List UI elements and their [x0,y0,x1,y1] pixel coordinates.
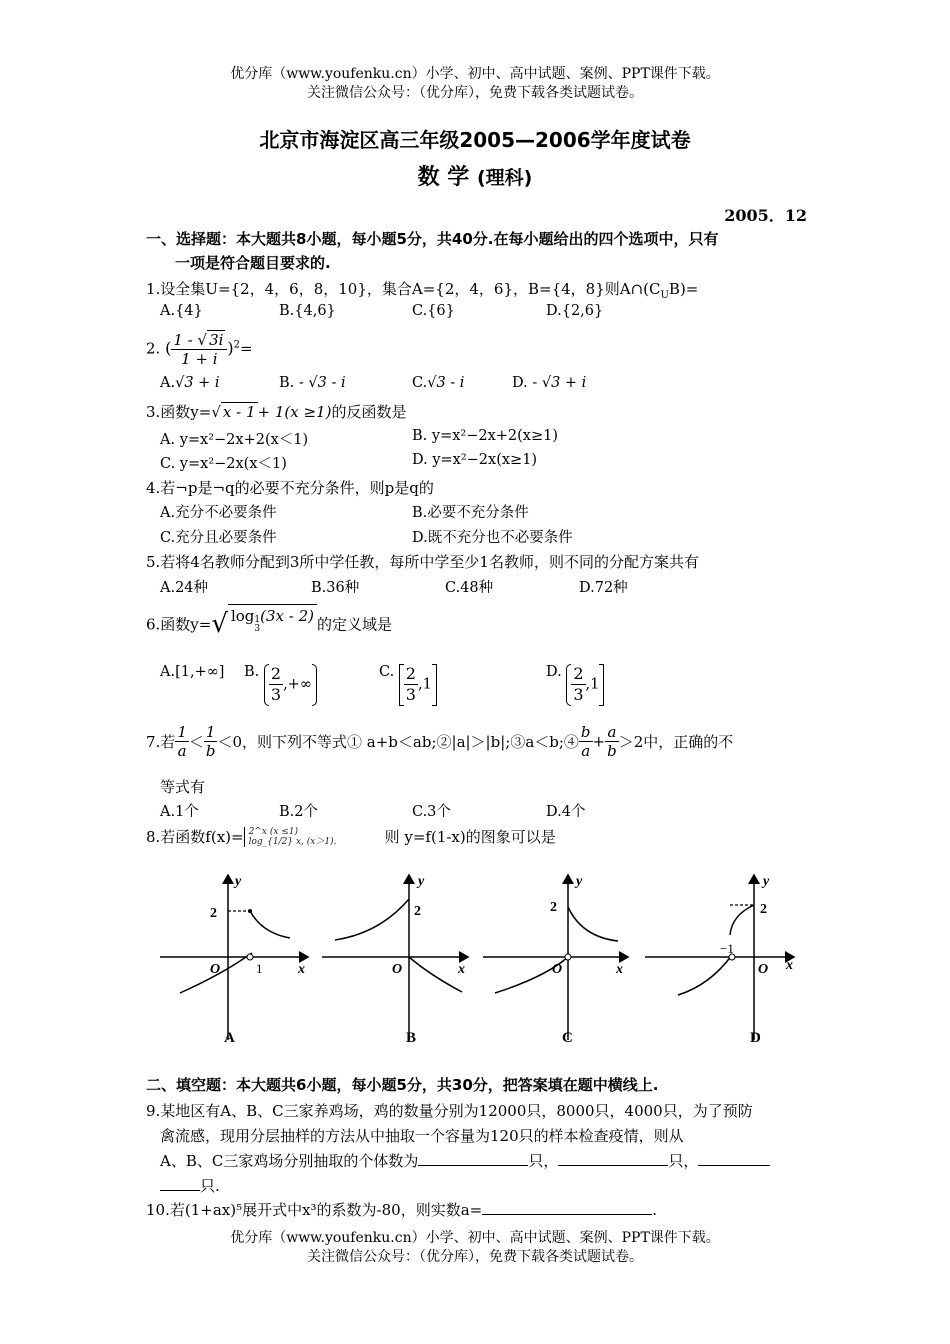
q2-b-value: 3 - i [317,375,346,391]
q2-d-value: 3 + i [551,375,587,391]
q6-d-tail: ,1 [585,676,600,693]
q7-f4-den: b [607,742,617,760]
section1-heading-line2: 一项是符合题目要求的. [175,254,331,272]
graph-a-open-point [247,954,253,960]
q7-mid: ＜0，则下列不等式① a+b＜ab;②|a|＞|b|;③a＜b;④ [217,733,579,751]
q2-c-label: C. [412,375,428,391]
q8-graphs [150,865,810,1055]
q3-stem: 3.函数y=√ x - 1 + 1(x ≥1)的反函数是 [146,403,407,421]
footer-line-2: 关注微信公众号：（优分库），免费下载各类试题试卷。 [307,1249,643,1265]
q4-option-d: D.既不充分也不必要条件 [412,530,573,546]
q2-a-value: 3 + i [184,375,220,391]
q2-c-value: 3 - i [436,375,465,391]
q6-b-den: 3 [270,685,282,704]
graph-b [322,874,468,1046]
q4-stem: 4.若¬p是¬q的必要不充分条件，则p是q的 [146,479,434,497]
q6-post: 的定义域是 [316,615,392,634]
q6-pre: 6.函数y= [146,615,212,634]
q6-d-num: 2 [573,664,584,683]
graph-a [160,874,308,1046]
q8-piece2: log_{1/2} x, (x＞1). [248,836,337,847]
q6-option-b [244,664,317,706]
q8-piece1: 2^x (x ≤1) [248,826,299,837]
subtitle-text: 数 学 [417,165,470,190]
graph-a-solid-point [248,909,252,913]
graph-d-origin: O [758,962,769,977]
graph-b-y-label: y [418,874,425,889]
q6-c-den: 3 [405,685,416,704]
q6-d-label: D. [546,664,562,680]
q9-blank-3a[interactable] [698,1151,770,1166]
q5-option-c: C.48种 [445,580,494,596]
q3-option-a: A. y=x²−2x+2(x＜1) [160,432,309,448]
q6-b-num: 2 [270,664,282,683]
q2-num: 2. [146,339,161,358]
graph-a-x-label: x [298,962,305,977]
q9-line3-pre: A、B、C三家鸡场分别抽取的个体数为 [160,1152,419,1170]
q6-b-label: B. [244,664,260,680]
q2-option-c: C.√3 - i [412,375,465,391]
graph-a-label: A [224,1030,235,1046]
q1-stem [146,278,698,301]
q7-f1-num: 1 [177,723,187,741]
q9-line4 [160,1175,220,1196]
q7-plus: + [592,732,606,751]
q6-c-tail: ,1 [417,676,432,693]
q6-option-d [546,664,604,706]
graph-d-curve-low [678,955,732,995]
q7-f2-num: 1 [204,723,218,742]
q7-lt: ＜ [188,733,204,751]
header-line-2: 关注微信公众号：（优分库），免费下载各类试题试卷。 [307,85,643,101]
q3-option-d: D. y=x²−2x(x≥1) [412,452,538,468]
graph-d-curve-high [730,905,754,935]
graph-b-origin: O [392,962,403,977]
section1-heading-line1: 一、选择题：本大题共8小题，每小题5分，共40分.在每小题给出的四个选项中，只有 [146,230,719,248]
q2-eq: = [240,339,253,358]
graph-c-y-label: y [576,874,583,889]
q7-pre: 7.若 [146,733,176,751]
q6-arg: (3x - 2) [260,607,314,625]
graph-a-y-label: y [235,874,242,889]
q2-pow: 2 [233,339,241,351]
q6-c-label: C. [379,664,395,680]
q2-b-label: B. - [279,375,304,391]
q6-b-tail: ,+∞ [283,676,312,693]
q2-option-b: B. - √3 - i [279,375,346,391]
q3-pre: 3.函数y= [146,403,212,421]
q9-line1: 9.某地区有A、B、C三家养鸡场，鸡的数量分别为12000只，8000只，4000只，为了预防 [146,1102,753,1120]
q2-d-label: D. - [512,375,538,391]
graph-c-x-label: x [616,962,623,977]
q7-option-a: A.1个 [160,804,199,820]
q10 [146,1199,657,1220]
q3-post: 的反函数是 [331,403,407,421]
graph-d-y-label: y [763,874,770,889]
graph-c-y-tick: 2 [550,900,557,915]
q2-den: 1 + i [181,350,218,368]
q3-option-c: C. y=x²−2x(x＜1) [160,456,287,472]
q2-num-re: 1 - [173,331,193,349]
graph-d-y-tick: 2 [760,902,767,917]
q5-stem: 5.若将4名教师分配到3所中学任教，每所中学至少1名教师，则不同的分配方案共有 [146,553,699,571]
q7-post: ＞2中，正确的不 [618,733,734,751]
q7-option-d: D.4个 [546,804,586,820]
q1-stem-end: B)= [668,280,699,298]
q1-stem-text: 1.设全集U={2，4，6，8，10}，集合A={2，4，6}，B={4，8}则A∩(C [146,280,661,298]
q10-end: . [652,1201,658,1219]
q4-option-a: A.充分不必要条件 [160,505,277,521]
q8-post: 则 y=f(1-x)的图象可以是 [384,828,556,846]
q9-line2: 禽流感，现用分层抽样的方法从中抽取一个容量为120只的样本检查疫情，则从 [160,1127,684,1145]
graph-b-curve-right [409,957,462,992]
q7-option-b: B.2个 [279,804,318,820]
graph-c-origin: O [552,962,563,977]
graph-c-open-point [565,954,571,960]
q7-f1-den: a [177,742,187,760]
q2-fraction: $\frac{1 - √ 3i}{1 + i}$ [171,331,227,368]
graph-c-label: C [562,1030,573,1046]
q5-option-d: D.72种 [579,580,628,596]
q7-option-c: C.3个 [412,804,451,820]
q6-option-c [379,664,437,706]
q10-blank[interactable] [482,1200,652,1215]
q2-option-d: D. - √3 + i [512,375,587,391]
q9-line3 [160,1150,770,1171]
q4-option-b: B.必要不充分条件 [412,505,529,521]
q7-f4-num: a [605,723,619,742]
q5-option-b: B.36种 [311,580,360,596]
q9-line4-end: 只. [200,1177,220,1195]
q1-option-c: C.{6} [412,303,455,319]
q7-f3-den: a [581,742,591,760]
q6-base-d: 3 [254,624,261,634]
graph-d [645,874,794,1046]
page-subtitle [0,160,950,191]
graph-c [483,874,628,1046]
graph-a-x-tick: 1 [256,961,263,976]
graph-d-x-label: x [786,958,793,973]
q7-f2-den: b [205,742,216,760]
subtitle-note: (理科) [476,167,533,189]
q2-a-label: A. [160,375,176,391]
graph-a-origin: O [210,962,221,977]
q9-blank-1[interactable] [418,1151,528,1166]
q9-unit-1: 只， [528,1152,559,1170]
q1-option-d: D.{2,6} [546,303,604,319]
q1-option-a: A.{4} [160,303,203,319]
q10-pre: 10.若(1+ax)⁵展开式中x³的系数为-80，则实数a= [146,1201,483,1219]
q9-blank-2[interactable] [558,1151,668,1166]
q5-option-a: A.24种 [160,580,209,596]
q3-option-b: B. y=x²−2x+2(x≥1) [412,428,558,444]
graph-b-label: B [406,1030,417,1046]
q2-stem: 2. ( $\frac{1 - √ 3i}{1 + i}$ )$^2$= [146,331,253,368]
graph-b-curve-left [335,899,409,940]
q8-stem [146,826,556,847]
graph-d-x-tick: −1 [720,941,734,956]
graph-b-x-label: x [458,962,465,977]
graph-b-y-tick: 2 [414,904,421,919]
q4-option-c: C.充分且必要条件 [160,530,277,546]
q6-stem: 6.函数y=√ log 1 3 (3x - 2) 的定义域是 [146,604,392,644]
q1-option-b: B.{4,6} [279,303,336,319]
q6-c-num: 2 [405,664,416,683]
q3-root: x - 1 [222,403,256,421]
q6-d-den: 3 [573,685,584,704]
graph-d-label: D [750,1030,761,1046]
q2-option-a: A.√3 + i [160,375,220,391]
footer-line-1: 优分库（www.youfenku.cn）小学、初中、高中试题、案例、PPT课件下载。 [230,1230,720,1246]
q9-unit-2: 只， [668,1152,699,1170]
q9-blank-3b[interactable] [160,1176,200,1191]
section2-heading: 二、填空题：本大题共6小题，每小题5分，共30分，把答案填在题中横线上. [146,1076,659,1094]
q1-sub: U [660,290,669,301]
q2-num-root: 3i [209,331,224,349]
graph-c-curve-right [568,907,618,941]
q6-option-a: A.[1,+∞] [160,664,225,680]
header-line-1: 优分库（www.youfenku.cn）小学、初中、高中试题、案例、PPT课件下载。 [230,66,720,82]
graph-a-curve-right [250,911,290,938]
q8-pre: 8.若函数f(x)= [146,828,244,846]
q7-line2: 等式有 [160,778,206,796]
page-title: 北京市海淀区高三年级2005—2006学年度试卷 [259,128,691,152]
q6-base-n: 1 [254,615,261,625]
q6-log: log [230,607,255,625]
exam-date: 2005．12 [724,206,807,225]
q7-f3-num: b [580,723,591,741]
q3-mid: + 1(x ≥1) [257,403,332,421]
graph-a-y-tick: 2 [210,906,217,921]
q7-stem [146,723,733,760]
